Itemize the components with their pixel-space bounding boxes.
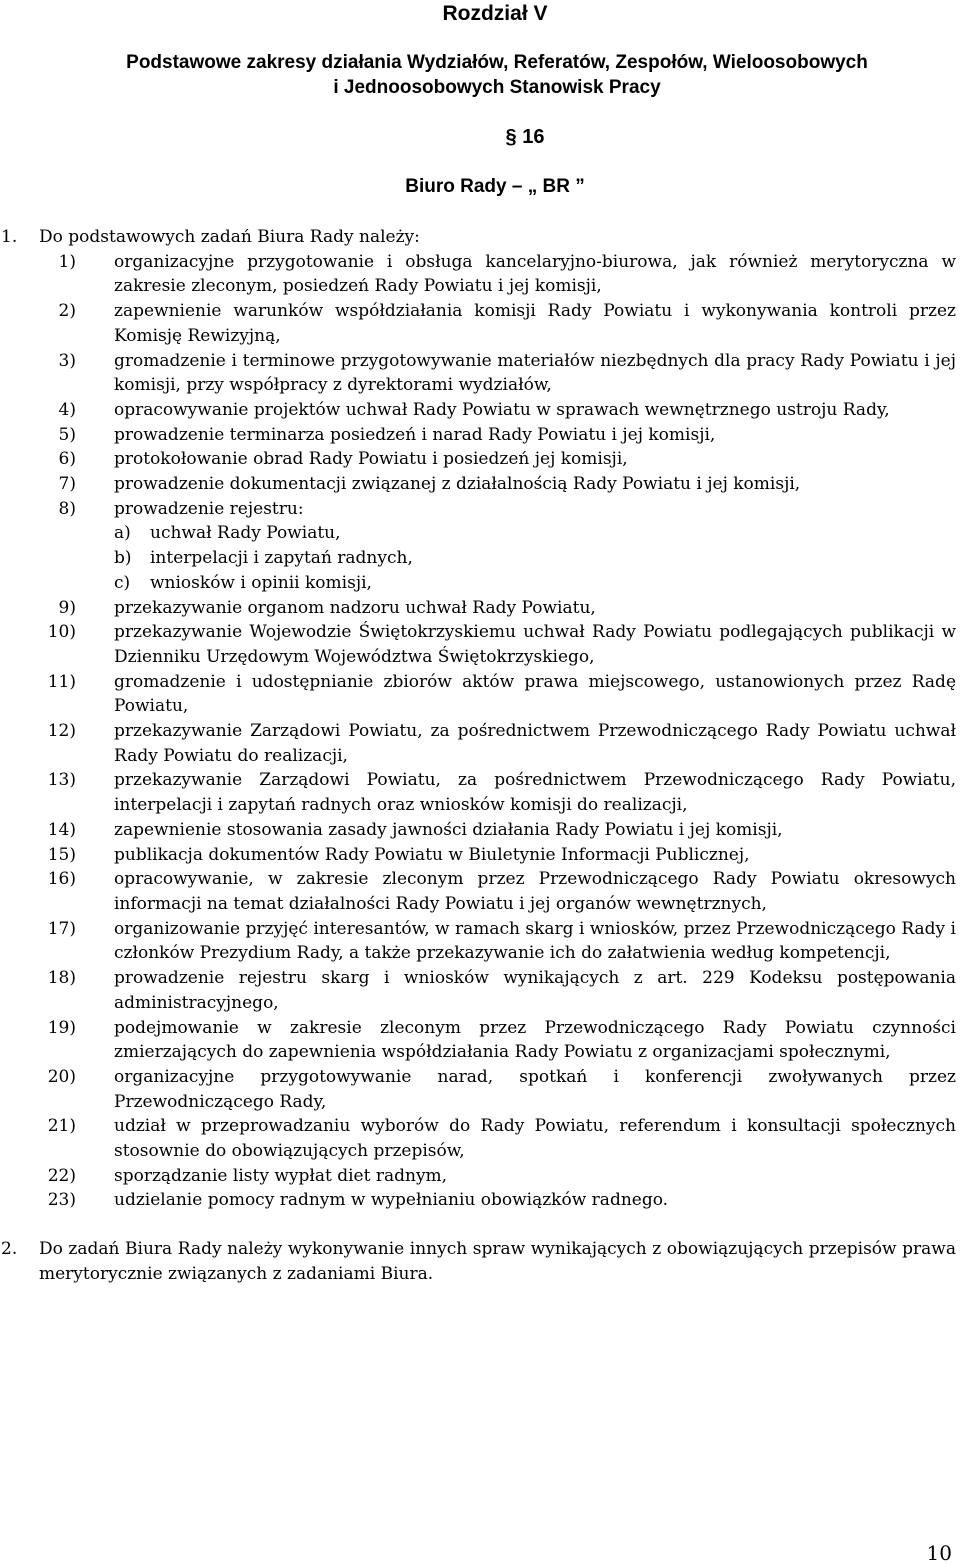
- item-number: 23): [47, 1190, 76, 1211]
- list-item: [0, 423, 960, 448]
- list-item: [0, 398, 960, 423]
- item-number: 19): [47, 1017, 76, 1038]
- list-item: [0, 447, 960, 472]
- paragraph-text: Do zadań Biura Rady należy wykonywanie innych spraw wynikających z obowiązujących przepisów prawa merytorycznie związanych z zadaniami Biura.: [39, 1239, 956, 1284]
- sublist-item: [114, 521, 956, 546]
- item-number: 10): [47, 622, 76, 643]
- item-text: organizacyjne przygotowywanie narad, spotkań i konferencji zwoływanych przez Przewodniczącego Rady,: [114, 1066, 956, 1112]
- unit-title: Biuro Rady – „ BR ”: [405, 176, 585, 197]
- document-body: [0, 225, 960, 1287]
- subitem-letter: a): [114, 523, 131, 544]
- list-item: [0, 472, 960, 497]
- item-number: 12): [47, 721, 76, 742]
- item-number: 9): [58, 597, 76, 618]
- item-text: przekazywanie Wojewodzie Świętokrzyskiemu uchwał Rady Powiatu podlegających publikacji w Dzienniku Urzędowym Województwa Świętokrzyskiego,: [114, 622, 956, 667]
- paragraph-1: [0, 225, 960, 250]
- subtitle-line-1: Podstawowe zakresy działania Wydziałów, Referatów, Zespołów, Wieloosobowych: [126, 52, 868, 73]
- item-text: gromadzenie i terminowe przygotowywanie materiałów niezbędnych dla pracy Rady Powiatu i jej komisji, przy współpracy z dyrektorami wydziałów,: [114, 350, 956, 396]
- paragraph-2: [0, 1237, 960, 1286]
- item-text: publikacja dokumentów Rady Powiatu w Biuletynie Informacji Publicznej,: [114, 844, 750, 865]
- item-text: przekazywanie organom nadzoru uchwał Rady Powiatu,: [114, 597, 596, 618]
- list-item: [0, 497, 960, 596]
- list-item: [0, 250, 960, 299]
- subitem-text: wniosków i opinii komisji,: [150, 572, 372, 593]
- item-body: [114, 497, 960, 596]
- list-item: [0, 768, 960, 817]
- list-item: [0, 349, 960, 398]
- sublist-item: [114, 571, 956, 596]
- chapter-subtitle: [52, 50, 942, 100]
- paragraph-intro: Do podstawowych zadań Biura Rady należy:: [39, 227, 420, 247]
- item-number: 17): [47, 918, 76, 939]
- item-text: prowadzenie dokumentacji związanej z działalnością Rady Powiatu i jej komisji,: [114, 474, 801, 495]
- subtitle-line-2: i Jednoosobowych Stanowisk Pracy: [333, 77, 661, 98]
- list-item: [0, 596, 960, 621]
- paragraph-number: 2.: [1, 1239, 18, 1260]
- list-item: [0, 1114, 960, 1163]
- item-text: opracowywanie projektów uchwał Rady Powiatu w sprawach wewnętrznego ustroju Rady,: [114, 399, 890, 420]
- item-number: 18): [47, 968, 76, 989]
- subitem-letter: c): [114, 572, 131, 593]
- item-text: prowadzenie rejestru skarg i wniosków wynikających z art. 229 Kodeksu postępowania administracyjnego,: [114, 968, 956, 1013]
- list-item: [0, 719, 960, 768]
- paragraph-number: 1.: [1, 227, 18, 247]
- item-number: 14): [47, 819, 76, 840]
- register-sublist: [114, 521, 956, 595]
- item-text: zapewnienie stosowania zasady jawności działania Rady Powiatu i jej komisji,: [114, 819, 783, 840]
- section-number: § 16: [505, 126, 545, 148]
- item-number: 13): [47, 770, 76, 791]
- item-text: prowadzenie rejestru:: [114, 498, 304, 519]
- item-text: prowadzenie terminarza posiedzeń i narad Rady Powiatu i jej komisji,: [114, 424, 716, 445]
- subitem-text: uchwał Rady Powiatu,: [150, 523, 341, 544]
- item-text: organizowanie przyjęć interesantów, w ramach skarg i wniosków, przez Przewodniczącego Rady i członków Prezydium Rady, a także przekazywanie ich do załatwienia według kompetencji,: [114, 918, 956, 964]
- subitem-text: interpelacji i zapytań radnych,: [150, 548, 413, 569]
- item-text: przekazywanie Zarządowi Powiatu, za pośrednictwem Przewodniczącego Rady Powiatu, interpelacji i zapytań radnych oraz wniosków komisji do realizacji,: [114, 770, 956, 816]
- page-number: 10: [926, 1541, 952, 1565]
- item-number: 1): [58, 251, 76, 272]
- item-number: 11): [47, 671, 76, 692]
- item-number: 15): [47, 844, 76, 865]
- item-text: opracowywanie, w zakresie zleconym przez Przewodniczącego Rady Powiatu okresowych informacji na temat działalności Rady Powiatu i jej organów wewnętrznych,: [114, 869, 956, 914]
- list-item: [0, 299, 960, 348]
- list-item: [0, 867, 960, 916]
- item-number: 20): [47, 1066, 76, 1087]
- item-text: udział w przeprowadzaniu wyborów do Rady Powiatu, referendum i konsultacji społecznych stosownie do obowiązujących przepisów,: [114, 1116, 956, 1162]
- list-item: [0, 1016, 960, 1065]
- item-number: 6): [58, 449, 76, 470]
- item-number: 2): [58, 301, 76, 322]
- item-text: sporządzanie listy wypłat diet radnym,: [114, 1165, 448, 1186]
- item-number: 22): [47, 1165, 76, 1186]
- list-item: [0, 966, 960, 1015]
- item-number: 4): [58, 399, 76, 420]
- item-text: przekazywanie Zarządowi Powiatu, za pośrednictwem Przewodniczącego Rady Powiatu uchwał Rady Powiatu do realizacji,: [114, 721, 956, 766]
- item-text: podejmowanie w zakresie zleconym przez Przewodniczącego Rady Powiatu czynności zmierzających do zapewnienia współdziałania Rady Powiatu z organizacjami społecznymi,: [114, 1017, 956, 1063]
- sublist-item: [114, 546, 956, 571]
- item-text: zapewnienie warunków współdziałania komisji Rady Powiatu i wykonywania kontroli przez Komisję Rewizyjną,: [114, 301, 956, 346]
- item-text: udzielanie pomocy radnym w wypełnianiu obowiązków radnego.: [114, 1190, 669, 1211]
- item-number: 3): [58, 350, 76, 371]
- item-number: 16): [47, 869, 76, 890]
- subitem-letter: b): [114, 548, 132, 569]
- list-item: [0, 843, 960, 868]
- list-item: [0, 1188, 960, 1213]
- item-number: 8): [58, 498, 76, 519]
- list-item: [0, 620, 960, 669]
- list-item: [0, 670, 960, 719]
- item-number: 5): [58, 424, 76, 445]
- list-item: [0, 818, 960, 843]
- list-item: [0, 917, 960, 966]
- item-number: 7): [58, 474, 76, 495]
- item-number: 21): [47, 1116, 76, 1137]
- task-list: [0, 250, 960, 1213]
- item-text: protokołowanie obrad Rady Powiatu i posiedzeń jej komisji,: [114, 449, 628, 470]
- list-item: [0, 1164, 960, 1189]
- item-text: gromadzenie i udostępnianie zbiorów aktów prawa miejscowego, ustanowionych przez Radę Powiatu,: [114, 671, 956, 717]
- item-text: organizacyjne przygotowanie i obsługa kancelaryjno-biurowa, jak również merytoryczna w zakresie zleconym, posiedzeń Rady Powiatu i jej komisji,: [114, 251, 956, 297]
- list-item: [0, 1065, 960, 1114]
- chapter-title: Rozdział V: [442, 2, 548, 25]
